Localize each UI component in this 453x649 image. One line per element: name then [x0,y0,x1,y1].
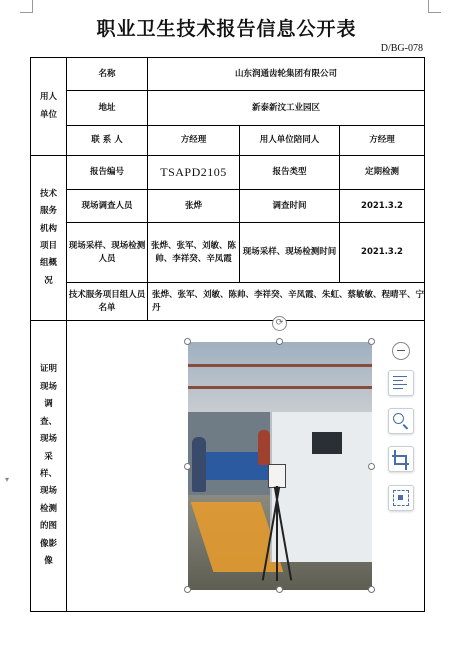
team-value[interactable]: 张烨、张军、刘敏、陈帅、李祥癸、辛凤霞、朱虹、蔡敏敏、程晴平、宁丹 [148,283,425,321]
photo-lathe-screen [312,432,342,454]
evidence-section-label: 证明现场调查、现场采样、现场检测的图像影像 [31,321,67,612]
zoom-icon[interactable] [388,408,414,434]
sampling-person-value[interactable]: 张烨、张军、刘敏、陈帅、李祥癸、辛凤霞 [148,223,240,283]
photo-beam [188,364,372,367]
report-no-value[interactable]: TSAPD2105 [148,156,240,190]
resize-handle[interactable] [184,586,191,593]
sampling-person-label: 现场采样、现场检测人员 [67,223,148,283]
sampling-time-label: 现场采样、现场检测时间 [240,223,340,283]
resize-handle[interactable] [276,338,283,345]
resize-handle[interactable] [368,338,375,345]
photo-worker [192,437,206,492]
document-code: D/BG-078 [380,43,423,54]
site-photo[interactable] [188,342,372,590]
companion-value[interactable]: 方经理 [340,126,425,156]
address-label: 地址 [67,91,148,126]
wrap-text-icon[interactable] [388,370,414,396]
address-value[interactable]: 新泰新汶工业园区 [148,91,425,126]
service-section-label: 技术服务机构项目组概况 [31,156,67,321]
page-corner-mark [20,0,33,13]
resize-handle[interactable] [184,338,191,345]
margin-arrow-icon: ▾ [5,475,10,484]
resize-handle[interactable] [368,463,375,470]
collapse-icon[interactable] [392,342,410,360]
photo-cell [67,318,425,612]
name-value[interactable]: 山东润通齿轮集团有限公司 [148,58,425,91]
companion-label: 用人单位陪同人 [240,126,340,156]
name-label: 名称 [67,58,148,91]
crop-icon[interactable] [388,446,414,472]
photo-roof [188,342,372,412]
resize-handle[interactable] [276,586,283,593]
photo-worker [258,430,270,465]
report-type-label: 报告类型 [240,156,340,190]
survey-person-value[interactable]: 张烨 [148,190,240,223]
page-corner-mark [428,0,441,13]
sampling-time-value[interactable]: 2021.3.2 [340,223,425,283]
fit-icon[interactable] [388,485,414,511]
photo-sampler [268,464,286,488]
report-type-value[interactable]: 定期检测 [340,156,425,190]
survey-time-label: 调查时间 [240,190,340,223]
resize-handle[interactable] [368,586,375,593]
photo-beam [188,386,372,389]
team-label: 技术服务项目组人员名单 [67,283,148,321]
rotate-icon[interactable]: ⟳ [272,316,287,331]
contact-label: 联 系 人 [67,126,148,156]
document-title: 职业卫生技术报告信息公开表 [96,18,357,40]
resize-handle[interactable] [184,463,191,470]
report-no-label: 报告编号 [67,156,148,190]
survey-person-label: 现场调查人员 [67,190,148,223]
survey-time-value[interactable]: 2021.3.2 [340,190,425,223]
disclosure-table [30,57,425,612]
employer-section-label: 用人单位 [31,58,67,156]
contact-value[interactable]: 方经理 [148,126,240,156]
